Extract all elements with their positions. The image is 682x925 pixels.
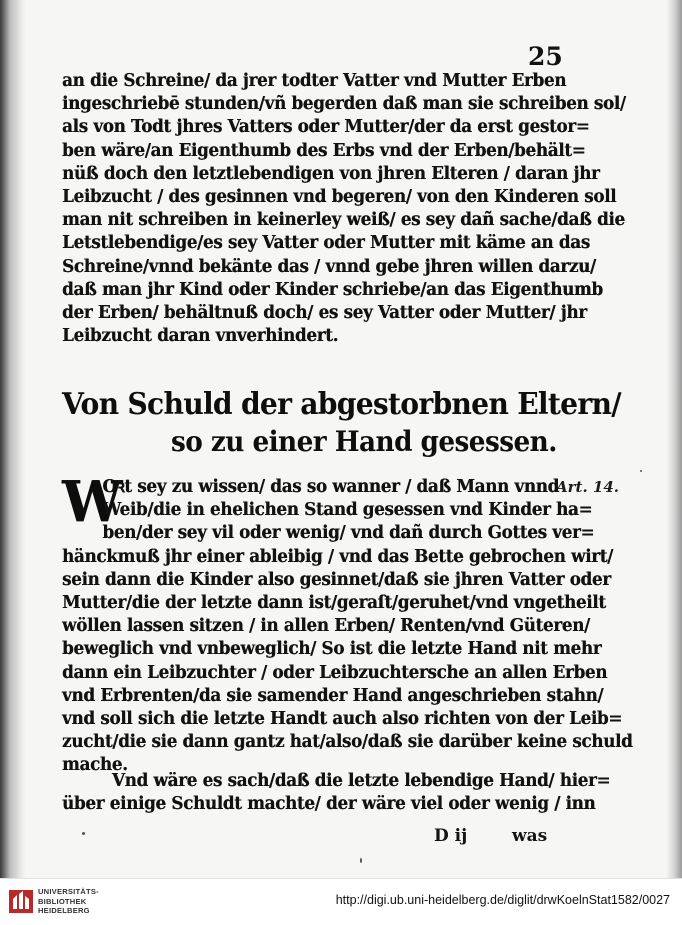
text-line: daß man jhr Kind oder Kinder schriebe/an das Eigenthumb (62, 279, 603, 300)
article-marginal-note: Art. 14. (556, 478, 620, 496)
text-line: zucht/die sie dann gantz hat/also/daß sie darüber keine schuld (62, 732, 633, 753)
catchword: was (512, 826, 548, 846)
footer-bar (0, 878, 682, 925)
text-line: ben/der sey vil oder wenig/ vnd dañ durch Gottes ver= (102, 523, 595, 544)
signature-mark: D ij (434, 826, 468, 846)
text-line: ingeschriebē stunden/vñ begerden daß man sie schreiben sol/ (62, 94, 626, 115)
page-number: 25 (528, 42, 563, 71)
page-edge-shadow (666, 0, 682, 878)
ink-speck (640, 470, 642, 472)
text-line: Leibzucht / des gesinnen vnd begeren/ von den Kinderen soll (62, 187, 617, 208)
text-line: Letstlebendige/es sey Vatter oder Mutter mit käme an das (62, 233, 590, 254)
text-line: ben wäre/an Eigenthumb des Erbs vnd der Erben/behält= (62, 140, 586, 161)
text-line: Vnd wäre es sach/daß die letzte lebendige Hand/ hier= (111, 771, 611, 791)
university-library-logo-icon (8, 887, 34, 915)
paragraph-1 (62, 70, 626, 348)
drop-capital: W (62, 469, 123, 535)
institution-line: HEIDELBERG (38, 906, 90, 915)
text-line-content: Oꝛt sey zu wissen/ das so wanner / daß Mann vnnd (102, 477, 559, 497)
institution-line: UNIVERSITÄTS- (38, 887, 99, 896)
section-heading (62, 386, 621, 460)
text-line: Leibzucht daran vnverhindert. (62, 326, 339, 347)
text-line: als von Todt jhres Vatters oder Mutter/der da erst gestor= (62, 117, 590, 138)
ink-speck (82, 832, 85, 835)
text-line: Schreine/vnnd bekänte das / vnnd gebe jhren willen darzu/ (62, 256, 596, 277)
text-line: nüß doch den letztlebendigen von jhren Elteren / daran jhr (62, 163, 600, 184)
heading-line-2: so zu einer Hand gesessen. (171, 425, 557, 458)
text-line: an die Schreine/ da jrer todter Vatter vnd Mutter Erben (62, 71, 567, 91)
institution-name (38, 887, 99, 916)
text-line: man nit schreiben in keinerley weiß/ es sey dañ sache/daß die (62, 210, 625, 231)
text-line: vnd soll sich die letzte Handt auch also richten von der Leib= (62, 709, 623, 730)
heading-line-1: Von Schuld der abgestorbnen Eltern/ (62, 387, 621, 422)
text-line: beweglich vnd vnbeweglich/ So ist die letzte Hand nit mehr (62, 639, 602, 660)
ink-speck (360, 858, 362, 863)
text-line: über einige Schuldt machte/ der wäre viel oder wenig / inn (62, 794, 596, 815)
text-line: wöllen lassen sitzen / in allen Erben/ Renten/vnd Güteren/ (62, 616, 590, 637)
text-line: Mutter/die der letzte dann ist/geraſt/geruhet/vnd vngetheilt (62, 593, 606, 614)
text-line: dann ein Leibzuchter / oder Leibzuchtersche an allen Erben (62, 662, 608, 683)
text-line: Weib/die in ehelichen Stand gesessen vnd Kinder ha= (102, 500, 593, 521)
page-gutter-shadow (0, 0, 26, 878)
text-line: der Erben/ behältnuß doch/ es sey Vatter oder Mutter/ jhr (62, 303, 587, 324)
text-line: sein dann die Kinder also gesinnet/daß sie jhren Vatter oder (62, 569, 611, 590)
institution-line: BIBLIOTHEK (38, 896, 87, 906)
permalink-url[interactable]: http://digi.ub.uni-heidelberg.de/diglit/drwKoelnStat1582/0027 (335, 893, 670, 907)
text-line: hänckmuß jhr einer ableibig / vnd das Bette gebrochen wirt/ (62, 546, 613, 567)
paragraph-3 (62, 770, 611, 816)
text-line: mache. (62, 755, 128, 776)
text-line: vnd Erbrenten/da sie samender Hand angeschrieben stahn/ (62, 685, 604, 706)
